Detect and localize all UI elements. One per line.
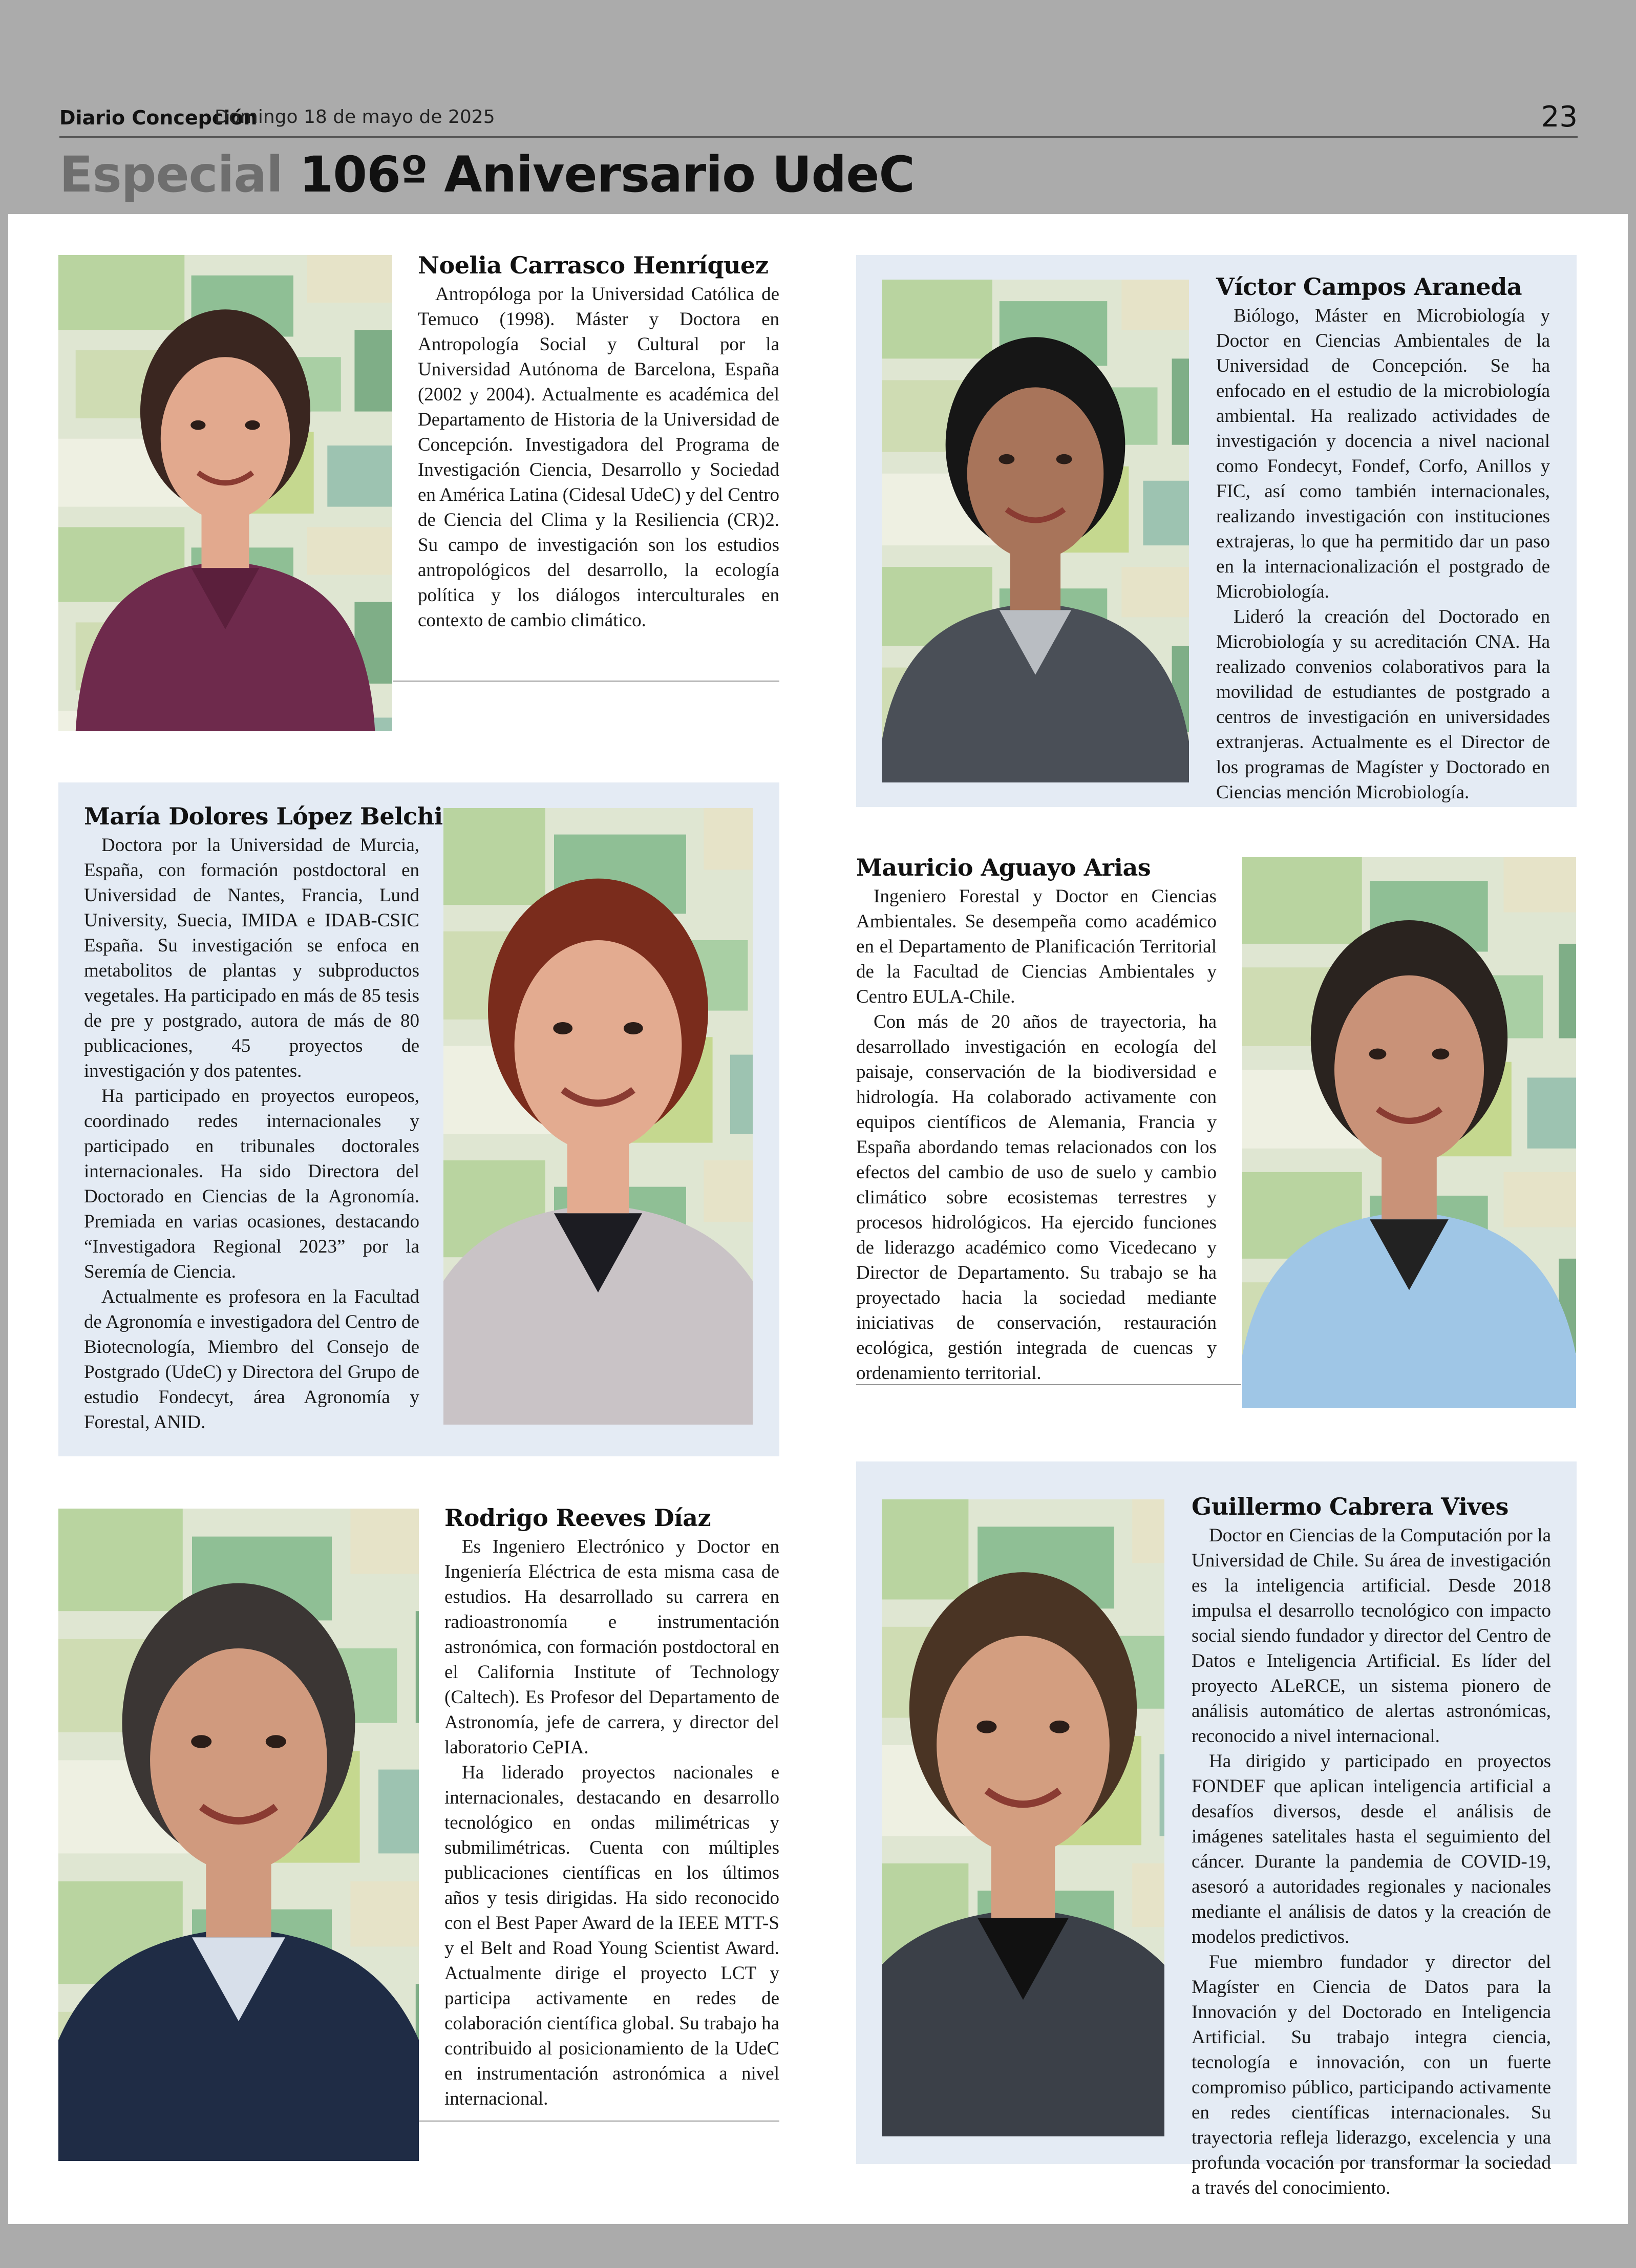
profile-card-rodrigo-reeves [8, 1489, 787, 2175]
divider [856, 1384, 1241, 1385]
divider [393, 681, 779, 682]
portrait-photo [58, 1509, 419, 2161]
profile-name: Víctor Campos Araneda [1216, 273, 1522, 301]
portrait-eye [1056, 454, 1072, 464]
portrait-eye [998, 454, 1014, 464]
portrait-eye [624, 1022, 643, 1034]
article-page [8, 214, 1628, 2224]
section-heading: 106º Aniversario UdeC [299, 146, 915, 203]
bio-paragraph: Es Ingeniero Electrónico y Doctor en Ingeniería Eléctrica de esta misma casa de estudios. Ha desarrollado su carrera en radioastronomía e instrumentación astronómica, con formación postdoctoral en el California Institute of Technology (Caltech). Es Profesor del Departamento de Astronomía, jefe de carrera, y director del laboratorio CePIA. [444, 1536, 779, 1758]
bio-paragraph: Fue miembro fundador y director del Magíster en Ciencia de Datos para la Innovación y del Doctorado en Inteligencia Artificial. Su trabajo integra ciencia, tecnología e innovación, con un fuerte compromiso público, participando activamente en redes científicas internacionales. Su trayectoria refleja liderazgo, excelencia y una profunda vocación por transformar la sociedad a través del conocimiento. [1192, 1952, 1551, 2198]
bio-paragraph: Ingeniero Forestal y Doctor en Ciencias Ambientales. Se desempeña como académico en el Departamento de Planificación Territorial de la Facultad de Ciencias Ambientales y Centro EULA-Chile. [856, 886, 1217, 1007]
bio-paragraph: Ha dirigido y participado en proyectos FONDEF que aplican inteligencia artificial a desafíos diversos, desde el análisis de imágenes satelitales hasta el seguimiento del cáncer. Durante la pandemia de COVID-19, asesoró a autoridades regionales y nacionales mediante el análisis de datos y la creación de modelos predictivos. [1192, 1751, 1551, 1947]
portrait-face [1334, 976, 1484, 1164]
portrait-face [161, 357, 290, 520]
portrait-illustration [882, 1499, 1164, 2136]
bio-paragraph: Ha participado en proyectos europeos, coordinado redes internacionales y participado en tribunales doctorales internacionales. Ha sido Directora del Doctorado en Ciencias de la Agronomía. Premiada en varias ocasiones, destacando “Investigadora Regional 2023” por la Seremía de Ciencia. [84, 1086, 419, 1282]
portrait-eye [1050, 1721, 1070, 1733]
profile-card-maria-dolores-lopez [58, 782, 779, 1456]
bio-paragraph: Ha liderado proyectos nacionales e internacionales, destacando en desarrollo tecnológico en ondas milimétricas y submilimétricas. Cuenta con múltiples publicaciones científicas en los últimos años y tesis dirigidas. Ha sido reconocido con el Best Paper Award de la IEEE MTT-S y el Belt and Road Young Scientist Award. Actualmente dirige el proyecto LCT y participa activamente en redes de colaboración científica global. Su trabajo ha contribuido al posicionamiento de la UdeC en instrumentación astronómica a nivel internacional. [444, 1762, 779, 2109]
profile-card-noelia-carrasco [8, 214, 787, 726]
portrait-photo [1242, 857, 1576, 1408]
portrait-eye [1432, 1049, 1450, 1060]
portrait-face [515, 940, 682, 1152]
portrait-face [937, 1636, 1110, 1855]
bio-paragraph: Con más de 20 años de trayectoria, ha desarrollado investigación en ecología del paisaje, conservación de la biodiversidad e hidrología. Ha colaborado activamente con equipos científicos de Alemania, Francia y España abordando temas relacionados con los efectos del cambio de uso de suelo y cambio climático sobre ecosistemas terrestres y procesos hidrológicos. Ha ejercido funciones de liderazgo académico como Vicedecano y Director de Departamento. Su trabajo se ha proyectado hacia la sociedad mediante iniciativas de conservación, restauración ecológica, gestión integrada de cuencas y ordenamiento territorial. [856, 1011, 1217, 1384]
portrait-eye [553, 1022, 572, 1034]
profile-card-guillermo-cabrera [856, 1461, 1577, 2198]
issue-date: Domingo 18 de mayo de 2025 [215, 107, 495, 128]
portrait-illustration [882, 280, 1189, 782]
profile-name: Rodrigo Reeves Díaz [444, 1504, 711, 1532]
bio-paragraph: Biólogo, Máster en Microbiología y Doctor en Ciencias Ambientales de la Universidad de Concepción. Se ha enfocado en el estudio de la microbiología ambiental. Ha realizado actividades de investigación y docencia a nivel nacional como Fondecyt, Fondef, Corfo, Anillos y FIC, así como también internacionales, realizando investigación con instituciones extrajeras, lo que ha permitido dar un paso en la internacionalización el postgrado de Microbiología. [1216, 305, 1550, 602]
portrait-illustration [58, 255, 392, 731]
newspaper-name: Diario Concepción [59, 107, 258, 129]
profile-name: Guillermo Cabrera Vives [1192, 1493, 1508, 1520]
section-label: Especial [59, 146, 283, 203]
page-header [59, 102, 1578, 138]
portrait-eye [191, 1735, 211, 1748]
bio-paragraph: Antropóloga por la Universidad Católica de Temuco (1998). Máster y Doctora en Antropología Social y Cultural por la Universidad Autónoma de Barcelona, España (2002 y 2004). Actualmente es académica del Departamento de Historia de la Universidad de Concepción. Investigadora del Programa de Investigación Ciencia, Desarrollo y Sociedad en América Latina (Cidesal UdeC) y del Centro de Ciencia del Clima y la Resiliencia (CR)2. Su campo de investigación son los estudios antropológicos del desarrollo, la ecología política y los diálogos interculturales en contexto de cambio climático. [418, 284, 779, 631]
portrait-illustration [443, 808, 753, 1425]
bio-paragraph: Lideró la creación del Doctorado en Microbiología y su acreditación CNA. Ha realizado convenios colaborativos para la movilidad de estudiantes de postgrado a centros de investigación en universidades extranjeras. Actualmente es el Director de los programas de Magíster y Doctorado en Ciencias mención Microbiología. [1216, 606, 1550, 803]
page-number: 23 [1541, 100, 1578, 134]
section-title [59, 146, 915, 203]
portrait-eye [976, 1721, 996, 1733]
portrait-eye [1369, 1049, 1387, 1060]
profile-name: María Dolores López Belchi [84, 802, 443, 830]
profile-card-victor-campos [856, 255, 1577, 807]
portrait-illustration [58, 1509, 419, 2161]
divider [419, 2121, 779, 2122]
bio-paragraph: Doctor en Ciencias de la Computación por la Universidad de Chile. Su área de investigación es la inteligencia artificial. Desde 2018 impulsa el desarrollo tecnológico con impacto social siendo fundador y director del Centro de Datos e Inteligencia Artificial. Es líder del proyecto ALeRCE, un sistema pionero de análisis automático de alertas astronómicas, reconocido a nivel internacional. [1192, 1525, 1551, 1747]
profile-card-mauricio-aguayo [856, 844, 1577, 1423]
portrait-photo [882, 1499, 1164, 2136]
portrait-face [150, 1648, 327, 1872]
portrait-photo [882, 280, 1189, 782]
portrait-eye [266, 1735, 286, 1748]
portrait-eye [245, 420, 260, 430]
portrait-eye [190, 420, 205, 430]
bio-paragraph: Doctora por la Universidad de Murcia, España, con formación postdoctoral en Universidad de Nantes, Francia, Lund University, Suecia, IMIDA e IDAB-CSIC España. Su investigación se enfoca en metabolitos de plantas y subproductos vegetales. Ha participado en más de 85 tesis de pre y postgrado, autora de más de 80 publicaciones, 45 proyectos de investigación y dos patentes. [84, 835, 419, 1082]
profile-name: Noelia Carrasco Henríquez [418, 251, 769, 279]
bio-paragraph: Actualmente es profesora en la Facultad de Agronomía e investigadora del Centro de Biotecnología, Miembro del Consejo de Postgrado (UdeC) y Directora del Grupo de estudio Fondecyt, área Agronomía y Forestal, ANID. [84, 1286, 419, 1433]
profile-name: Mauricio Aguayo Arias [856, 854, 1151, 881]
portrait-illustration [1242, 857, 1576, 1408]
portrait-photo [443, 808, 753, 1425]
portrait-face [967, 387, 1104, 560]
portrait-photo [58, 255, 392, 731]
